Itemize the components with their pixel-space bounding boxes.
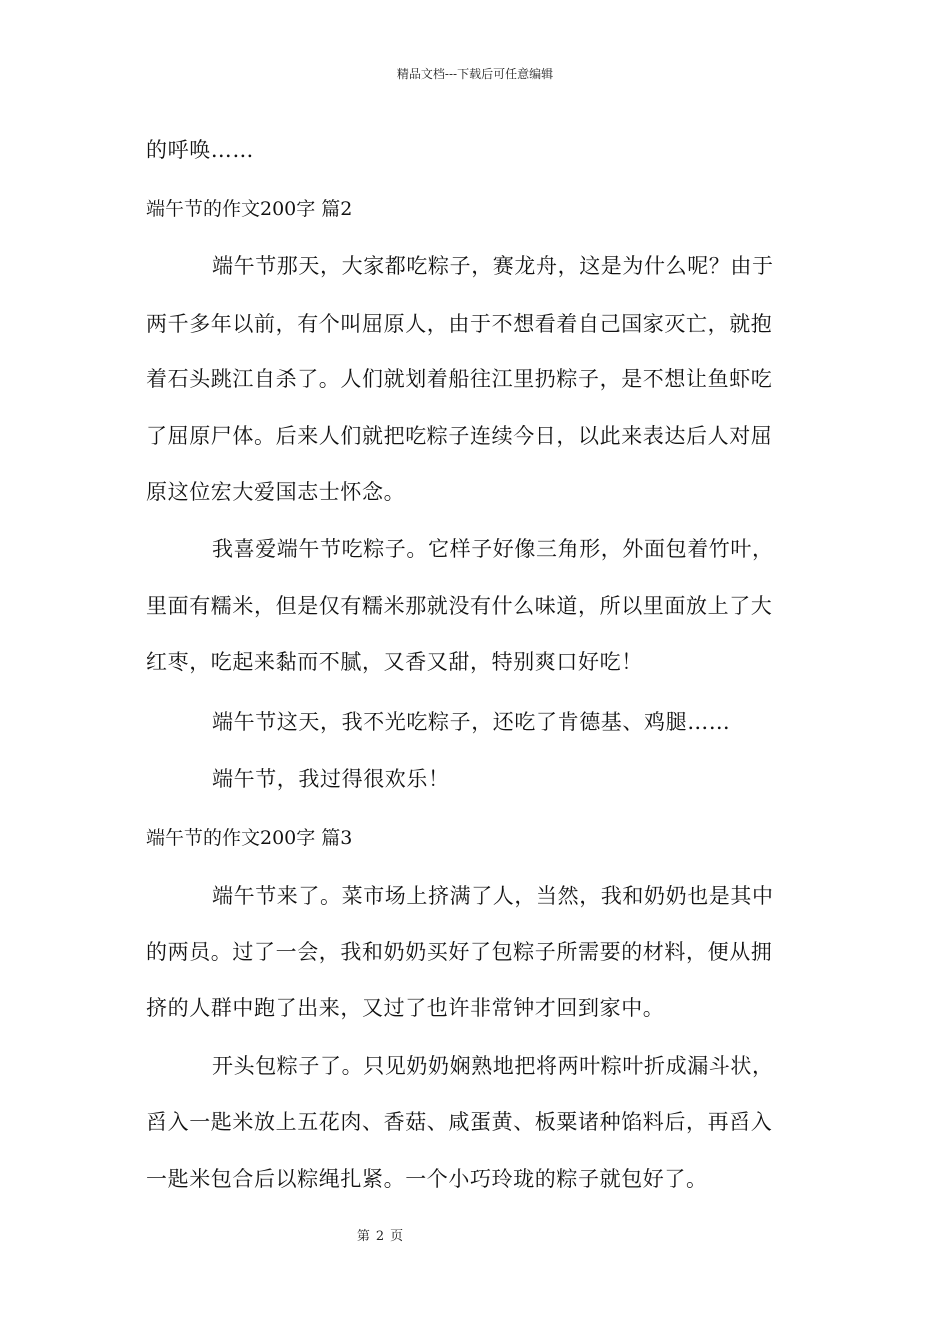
page-header: 精品文档---下载后可任意编辑: [396, 67, 554, 81]
body-line: 一匙米包合后以粽绳扎紧。一个小巧玲珑的粽子就包好了。: [146, 1167, 708, 1191]
body-line: 端午节那天，大家都吃粽子，赛龙舟，这是为什么呢？由于: [212, 254, 774, 278]
body-line: 端午节，我过得很欢乐！: [212, 767, 450, 791]
body-line: 端午节来了。菜市场上挤满了人，当然，我和奶奶也是其中: [212, 884, 774, 908]
body-line: 了屈原尸体。后来人们就把吃粽子连续今日，以此来表达后人对屈: [146, 424, 773, 448]
section-heading: 端午节的作文200字 篇2: [146, 198, 353, 220]
body-line: 着石头跳江自杀了。人们就划着船往江里扔粽子，是不想让鱼虾吃: [146, 367, 773, 391]
page-label-suffix: 页: [390, 1229, 404, 1244]
body-line: 里面有糯米，但是仅有糯米那就没有什么味道，所以里面放上了大: [146, 594, 773, 618]
body-line: 端午节这天，我不光吃粽子，还吃了肯德基、鸡腿……: [212, 710, 731, 734]
body-line: 的呼唤……: [146, 138, 254, 162]
body-line: 原这位宏大爱国志士怀念。: [146, 480, 406, 504]
page-label-prefix: 第: [356, 1229, 370, 1244]
body-line: 的两员。过了一会，我和奶奶买好了包粽子所需要的材料，便从拥: [146, 940, 773, 964]
body-line: 红枣，吃起来黏而不腻，又香又甜，特别爽口好吃！: [146, 650, 643, 674]
body-line: 开头包粽子了。只见奶奶娴熟地把将两叶粽叶折成漏斗状，: [212, 1054, 774, 1078]
section-heading: 端午节的作文200字 篇3: [146, 827, 353, 849]
body-line: 舀入一匙米放上五花肉、香菇、咸蛋黄、板粟诸种馅料后，再舀入: [146, 1110, 773, 1134]
body-line: 两千多年以前，有个叫屈原人，由于不想看着自己国家灭亡，就抱: [146, 312, 773, 336]
body-line: 挤的人群中跑了出来，又过了也许非常钟才回到家中。: [146, 996, 665, 1020]
page-footer: [0, 1228, 760, 1246]
body-line: 我喜爱端午节吃粽子。它样子好像三角形，外面包着竹叶，: [212, 537, 774, 561]
page-number: 2: [375, 1229, 385, 1244]
